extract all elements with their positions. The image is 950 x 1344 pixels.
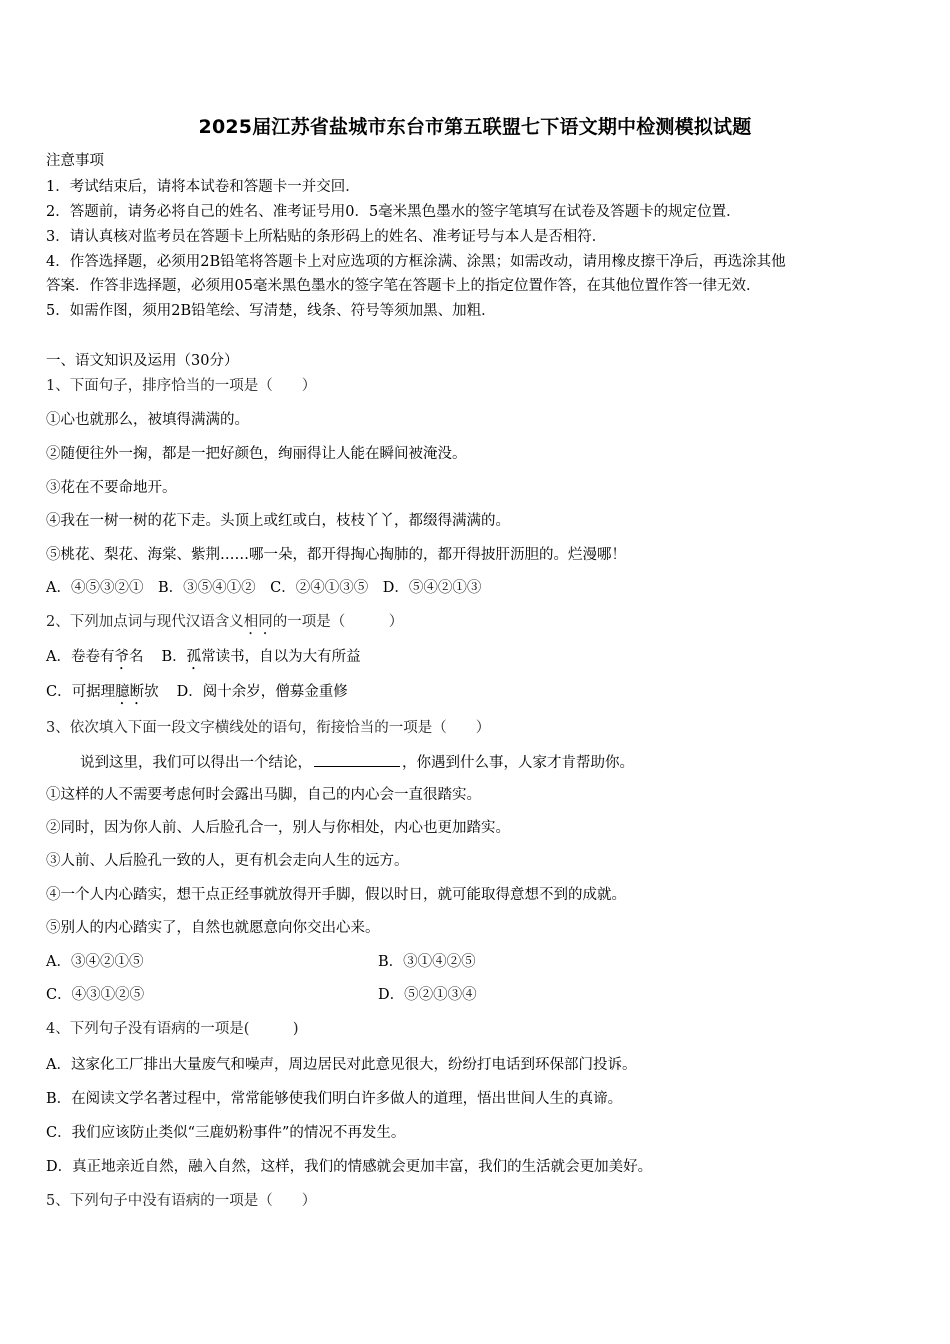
q3-sentence: ①这样的人不需要考虑何时会露出马脚，自己的内心会一直很踏实。 [46,787,481,803]
q3-option-c: C．④③①②⑤ [46,987,145,1003]
q3-paragraph [80,752,634,773]
q2-options-ab [46,647,361,673]
notice-item: 1．考试结束后，请将本试卷和答题卡一并交回． [46,179,360,195]
q2-option-a [46,649,143,665]
exam-title: 2025届江苏省盐城市东台市第五联盟七下语文期中检测模拟试题 [198,116,752,138]
option-label: A．卷卷有 [46,649,115,665]
option-text: 常读书，自以为大有所益 [201,649,361,665]
q3-sentence: ④一个人内心踏实，想干点正经事就放得开手脚，假以时日，就可能取得意想不到的成就。 [46,887,626,903]
q4-option-b: B．在阅读文学名著过程中，常常能够使我们明白许多做人的道理，悟出世间人生的真谛。 [46,1091,623,1107]
notice-item: 3．请认真核对监考员在答题卡上所粘贴的条形码上的姓名、准考证号与本人是否相符． [46,229,607,245]
option-label: C．可据理 [46,684,116,700]
question-5-stem: 5、下列句子中没有语病的一项是（ ） [46,1193,317,1209]
question-1-stem: 1、下面句子，排序恰当的一项是（ ） [46,378,317,394]
question-4-stem: 4、下列句子没有语病的一项是( ) [46,1021,299,1037]
notice-item: 5．如需作图，须用2B铅笔绘、写清楚，线条、符号等须加黑、加粗． [46,303,496,319]
q3-option-b: B．③①④②⑤ [378,954,476,970]
dotted-word: 孤 [186,649,202,665]
q3-sentence: ②同时，因为你人前、人后脸孔合一，别人与你相处，内心也更加踏实。 [46,820,510,836]
q1-sentence: ②随便往外一掬，都是一把好颜色，绚丽得让人能在瞬间被淹没。 [46,446,467,462]
dotted-word: 爷 [114,649,129,665]
fill-blank [314,752,400,767]
q3-option-d: D．⑤②①③④ [378,987,477,1003]
notice-item: 2．答题前，请务必将自己的姓名、准考证号用0．5毫米黑色墨水的签字笔填写在试卷及答题卡的规定位置． [46,204,741,220]
notice-heading: 注意事项 [46,153,104,169]
q3-sentence: ③人前、人后脸孔一致的人，更有机会走向人生的远方。 [46,853,409,869]
q4-option-a: A．这家化工厂排出大量废气和噪声，周边居民对此意见很大，纷纷打电话到环保部门投诉。 [46,1057,637,1073]
notice-item: 4．作答选择题，必须用2B铅笔将答题卡上对应选项的方框涂满、涂黑；如需改动，请用橡皮擦干净后，再选涂其他 [46,254,786,270]
q1-options: A．④⑤③②① B．③⑤④①② C．②④①③⑤ D．⑤④②①③ [46,580,482,596]
q1-sentence: ③花在不要命地开。 [46,480,177,496]
q2-options-cd [46,682,348,708]
question-3-stem: 3、依次填入下面一段文字横线处的语句，衔接恰当的一项是（ ） [46,720,491,736]
q1-sentence: ④我在一树一树的花下走。头顶上或红或白，枝枝丫丫，都缀得满满的。 [46,513,510,529]
paragraph-text: ，你遇到什么事，人家才肯帮助你。 [402,755,634,771]
q4-option-d: D．真正地亲近自然，融入自然，这样，我们的情感就会更加丰富，我们的生活就会更加美好。 [46,1159,653,1175]
q2-option-d: D．阅十余岁，僧募金重修 [176,684,348,700]
notice-item: 答案．作答非选择题，必须用05毫米黑色墨水的签字笔在答题卡上的指定位置作答，在其他位置作答一律无效． [46,278,761,294]
q2-option-c [46,684,159,700]
q4-option-c: C．我们应该防止类似“三鹿奶粉事件”的情况不再发生。 [46,1125,406,1141]
q2-option-b [161,649,360,665]
section-heading: 一、语文知识及运用（30分） [46,353,239,369]
option-label: B． [161,649,187,665]
q2-stem-emphasis: 相同 [243,614,273,630]
q1-sentence: ⑤桃花、梨花、海棠、紫荆……哪一朵，都开得掏心掏肺的，都开得披肝沥胆的。烂漫哪！ [46,547,626,563]
q2-stem-part: 2、下列加点词与现代汉语含义 [46,614,244,630]
option-text: 名 [128,649,144,665]
q3-sentence: ⑤别人的内心踏实了，自然也就愿意向你交出心来。 [46,920,380,936]
q1-sentence: ①心也就那么，被填得满满的。 [46,412,249,428]
dotted-word: 臆断 [115,684,145,700]
q2-stem-part: 的一项是（ ） [272,614,404,630]
paragraph-text: 说到这里，我们可以得出一个结论， [80,755,312,771]
q3-option-a: A．③④②①⑤ [46,954,144,970]
option-text: 欤 [144,684,159,700]
question-2-stem [46,612,403,638]
